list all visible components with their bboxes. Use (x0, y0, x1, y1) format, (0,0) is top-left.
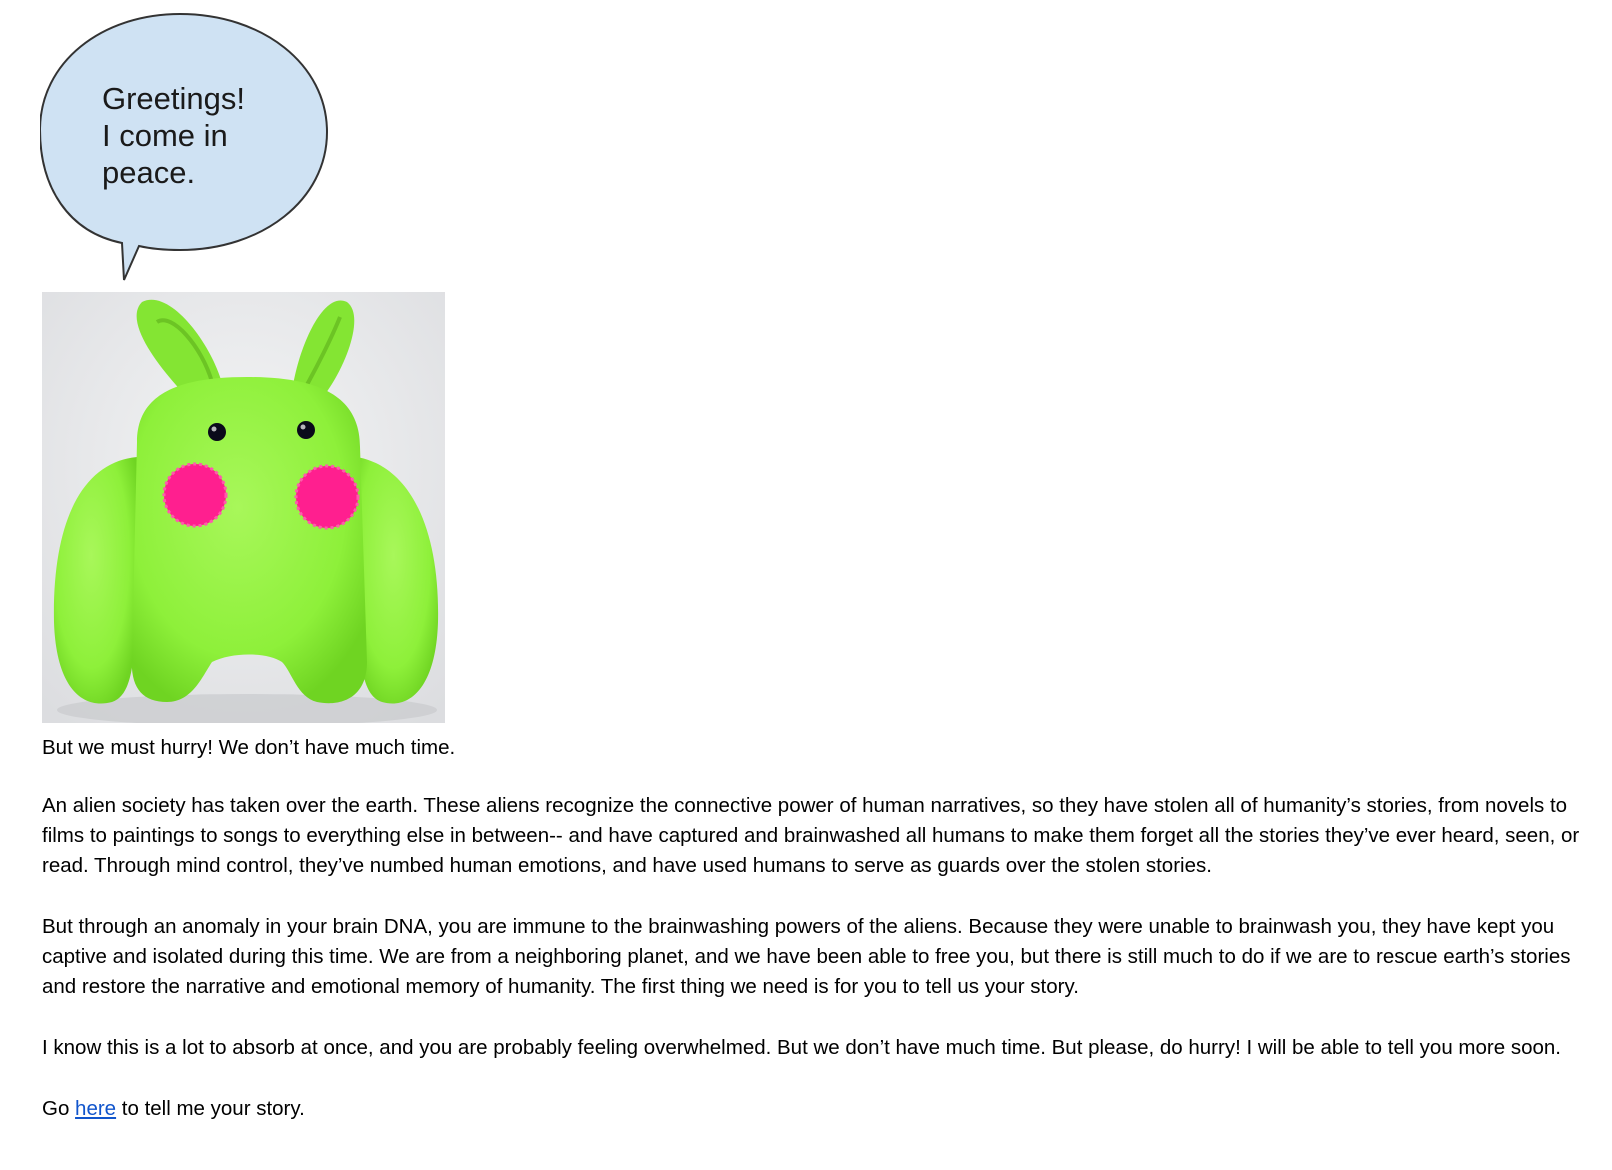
paragraph-intro: But we must hurry! We don’t have much time. (42, 736, 456, 759)
story-text (42, 733, 1597, 1155)
green-alien-icon (42, 292, 445, 723)
tell-story-link[interactable]: here (75, 1097, 117, 1120)
cta-line (42, 1094, 1597, 1124)
speech-bubble-text: Greetings! I come in peace. (102, 81, 246, 190)
cta-suffix: to tell me your story. (116, 1097, 305, 1120)
speech-bubble (40, 12, 330, 284)
cta-prefix: Go (42, 1097, 76, 1120)
alien-plush-image (42, 292, 445, 723)
paragraph-alien-society: An alien society has taken over the earth. These aliens recognize the connective power of human narratives, so they have stolen all of humanity’s stories, from novels to films to paintings to songs to everything else in between-- and have captured and brainwashed all humans to make them forget all the stories they’ve ever heard, seen, or read. Through mind control, they’ve numbed human emotions, and have used humans to serve as guards over the stolen stories. (42, 794, 1580, 877)
paragraph-brain-anomaly: But through an anomaly in your brain DNA, you are immune to the brainwashing powers of the aliens. Because they were unable to brainwash you, they have kept you captive and isolated during this time. We are from a neighboring planet, and we have been able to free you, but there is still much to do if we are to rescue earth’s stories and restore the narrative and emotional memory of humanity. The first thing we need is for you to tell us your story. (42, 915, 1571, 998)
paragraph-overwhelmed: I know this is a lot to absorb at once, and you are probably feeling overwhelmed. But we don’t have much time. But please, do hurry! I will be able to tell you more soon. (42, 1036, 1561, 1059)
